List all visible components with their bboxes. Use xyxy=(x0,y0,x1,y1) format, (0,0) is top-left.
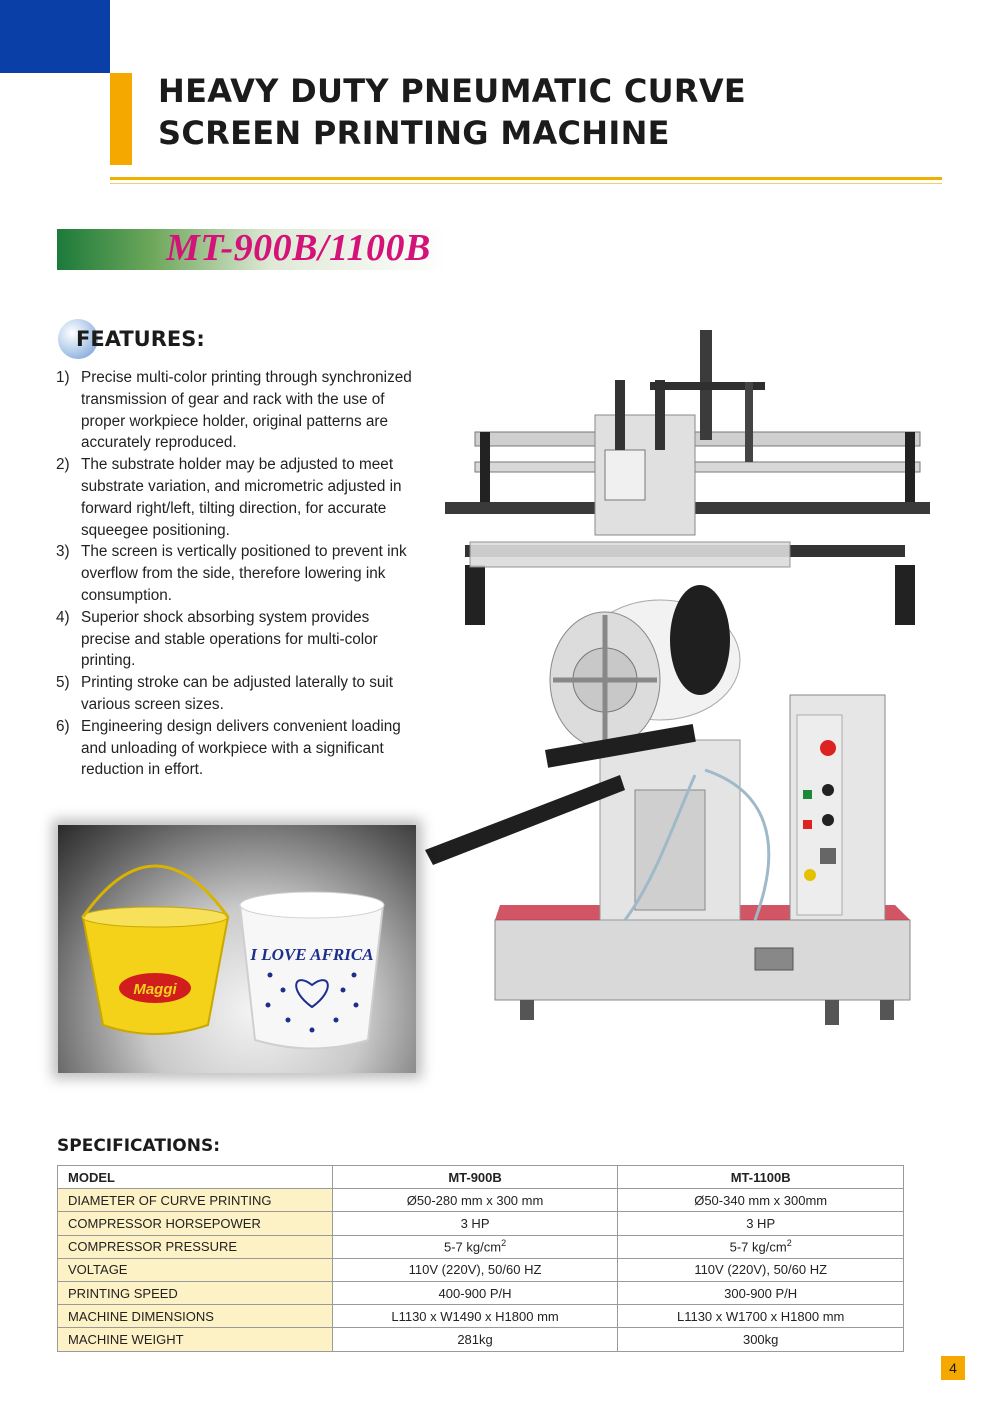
table-row xyxy=(58,1212,904,1235)
cell-mt900b: 3 HP xyxy=(332,1212,618,1235)
cell-mt1100b: 300kg xyxy=(618,1328,904,1351)
feature-number: 3) xyxy=(56,543,70,561)
feature-number: 6) xyxy=(56,717,70,735)
feature-number: 5) xyxy=(56,674,70,692)
bucket-label-maggi: Maggi xyxy=(133,981,177,998)
header-rule xyxy=(110,177,942,180)
features-heading: FEATURES: xyxy=(76,327,205,351)
row-label: COMPRESSOR HORSEPOWER xyxy=(58,1212,333,1235)
specifications-table xyxy=(57,1165,904,1352)
feature-item xyxy=(56,367,422,454)
feature-text: The screen is vertically positioned to prevent ink overflow from the side, therefore lowering ink consumption. xyxy=(81,543,407,604)
row-label: VOLTAGE xyxy=(58,1258,333,1281)
cell-mt900b: L1130 x W1490 x H1800 mm xyxy=(332,1305,618,1328)
header-rule-thin xyxy=(110,183,942,184)
table-row xyxy=(58,1305,904,1328)
superscript: 2 xyxy=(786,1238,792,1249)
feature-item xyxy=(56,716,422,781)
table-row xyxy=(58,1258,904,1281)
feature-item xyxy=(56,454,422,541)
feature-text: Printing stroke can be adjusted laterally to suit various screen sizes. xyxy=(81,674,394,713)
yellow-accent-bar xyxy=(110,73,132,165)
table-header-row xyxy=(58,1166,904,1189)
cell-value: 5-7 kg/cm xyxy=(444,1239,502,1255)
title-line-2: SCREEN PRINTING MACHINE xyxy=(158,114,670,152)
row-label: MACHINE WEIGHT xyxy=(58,1328,333,1351)
feature-item xyxy=(56,541,422,606)
specifications-heading: SPECIFICATIONS: xyxy=(57,1136,221,1156)
feature-text: Precise multi-color printing through synchronized transmission of gear and rack with the use of proper workpiece holder, original patterns are accurately reproduced. xyxy=(81,369,412,452)
features-list xyxy=(56,367,422,781)
cell-mt900b: 281kg xyxy=(332,1328,618,1351)
feature-item xyxy=(56,672,422,716)
row-label: MACHINE DIMENSIONS xyxy=(58,1305,333,1328)
superscript: 2 xyxy=(501,1238,507,1249)
column-header-mt1100b: MT-1100B xyxy=(618,1166,904,1189)
cell-mt1100b: 110V (220V), 50/60 HZ xyxy=(618,1258,904,1281)
page-number: 4 xyxy=(941,1356,965,1380)
cell-mt900b: 400-900 P/H xyxy=(332,1281,618,1304)
table-row xyxy=(58,1235,904,1258)
title-line-1: HEAVY DUTY PNEUMATIC CURVE xyxy=(158,72,747,110)
cell-mt1100b xyxy=(618,1235,904,1258)
page-title xyxy=(158,70,746,154)
blue-corner-block xyxy=(0,0,110,73)
cell-mt900b: 110V (220V), 50/60 HZ xyxy=(332,1258,618,1281)
feature-number: 2) xyxy=(56,456,70,474)
bucket-label-africa: I LOVE AFRICA xyxy=(250,945,374,964)
cell-mt900b xyxy=(332,1235,618,1258)
row-label: PRINTING SPEED xyxy=(58,1281,333,1304)
feature-text: The substrate holder may be adjusted to meet substrate variation, and micrometric adjusted in forward right/left, tilting direction, for accurate squeegee positioning. xyxy=(81,456,402,539)
feature-number: 4) xyxy=(56,608,70,626)
feature-number: 1) xyxy=(56,369,70,386)
cell-mt1100b: 3 HP xyxy=(618,1212,904,1235)
feature-text: Engineering design delivers convenient loading and unloading of workpiece with a significant reduction in effort. xyxy=(81,717,401,779)
sample-products-photo xyxy=(58,825,416,1073)
feature-text: Superior shock absorbing system provides precise and stable operations for multi-color printing. xyxy=(81,608,378,670)
column-header-model: MODEL xyxy=(58,1166,333,1189)
column-header-mt900b: MT-900B xyxy=(332,1166,618,1189)
row-label: COMPRESSOR PRESSURE xyxy=(58,1235,333,1258)
cell-mt1100b: L1130 x W1700 x H1800 mm xyxy=(618,1305,904,1328)
cell-mt900b: Ø50-280 mm x 300 mm xyxy=(332,1189,618,1212)
cell-value: 5-7 kg/cm xyxy=(729,1239,787,1255)
machine-illustration-icon xyxy=(425,320,930,1065)
cell-mt1100b: 300-900 P/H xyxy=(618,1281,904,1304)
row-label: DIAMETER OF CURVE PRINTING xyxy=(58,1189,333,1212)
table-row xyxy=(58,1328,904,1351)
table-row xyxy=(58,1189,904,1212)
table-row xyxy=(58,1281,904,1304)
model-name: MT-900B/1100B xyxy=(166,227,431,269)
cell-mt1100b: Ø50-340 mm x 300mm xyxy=(618,1189,904,1212)
feature-item xyxy=(56,607,422,672)
